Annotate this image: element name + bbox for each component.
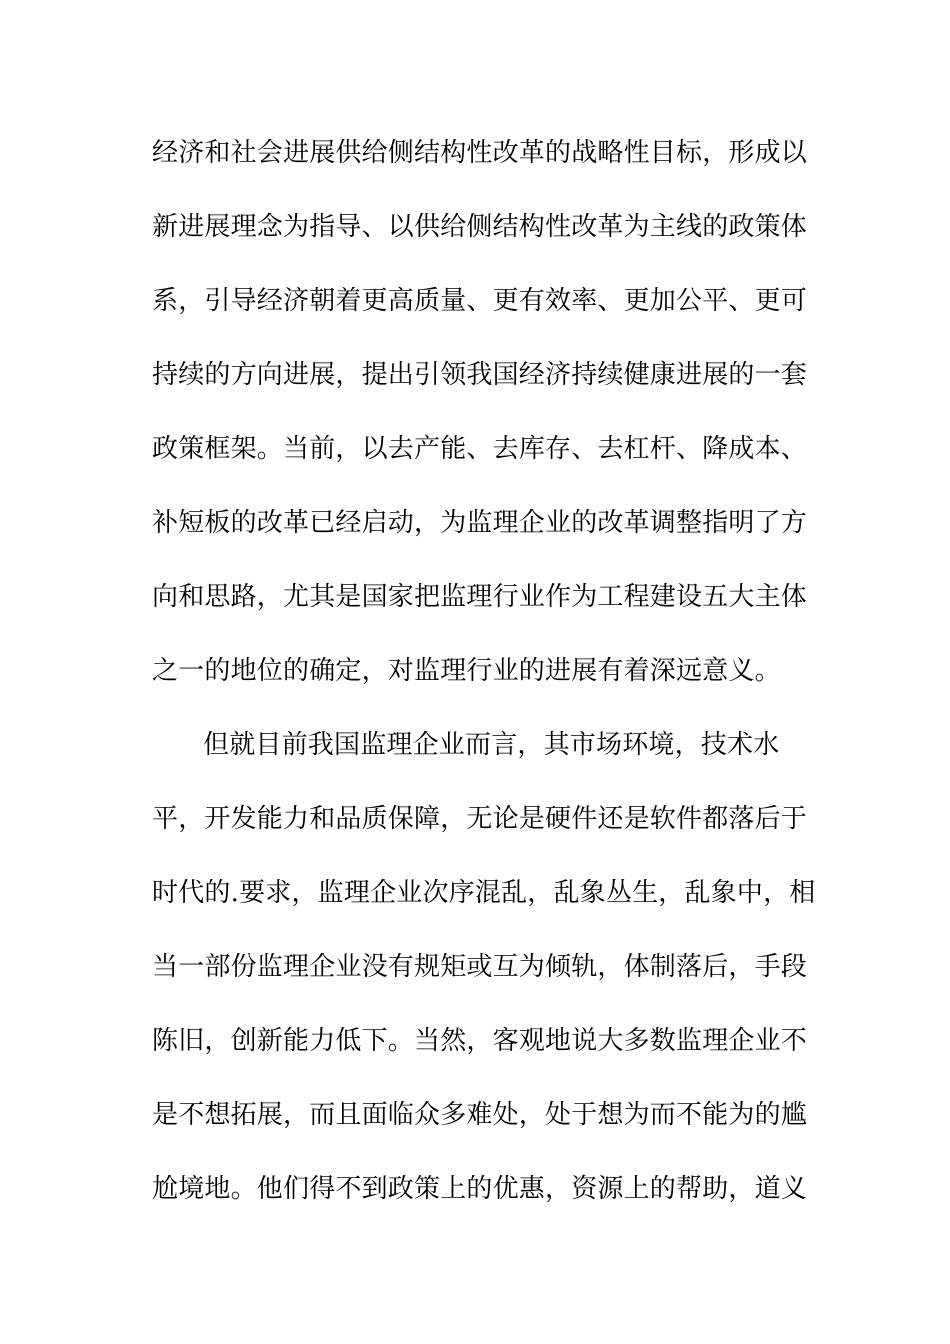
- text-line: 补短板的改革已经启动，为监理企业的改革调整指明了方: [152, 508, 808, 538]
- text-line: 之一的地位的确定，对监理行业的进展有着深远意义。: [152, 656, 781, 686]
- text-line: 陈旧，创新能力低下。当然，客观地说大多数监理企业不: [152, 1026, 808, 1056]
- text-line: 是不想拓展，而且面临众多难处，处于想为而不能为的尴: [152, 1100, 808, 1130]
- text-line: 平，开发能力和品质保障，无论是硬件还是软件都落后于: [152, 804, 808, 834]
- text-line: 时代的.要求，监理企业次序混乱，乱象丛生，乱象中，相: [152, 878, 816, 908]
- text-line: 但就目前我国监理企业而言，其市场环境，技术水: [203, 730, 780, 760]
- text-line: 当一部份监理企业没有规矩或互为倾轨，体制落后，手段: [152, 952, 808, 982]
- text-line: 持续的方向进展，提出引领我国经济持续健康进展的一套: [152, 360, 808, 390]
- text-line: 政策框架。当前，以去产能、去库存、去杠杆、降成本、: [152, 434, 808, 464]
- text-line: 向和思路，尤其是国家把监理行业作为工程建设五大主体: [152, 582, 808, 612]
- text-line: 系，引导经济朝着更高质量、更有效率、更加公平、更可: [152, 286, 808, 316]
- text-line: 新进展理念为指导、以供给侧结构性改革为主线的政策体: [152, 212, 808, 242]
- text-line: 经济和社会进展供给侧结构性改革的战略性目标，形成以: [152, 138, 808, 168]
- text-line: 尬境地。他们得不到政策上的优惠，资源上的帮助，道义: [152, 1174, 808, 1204]
